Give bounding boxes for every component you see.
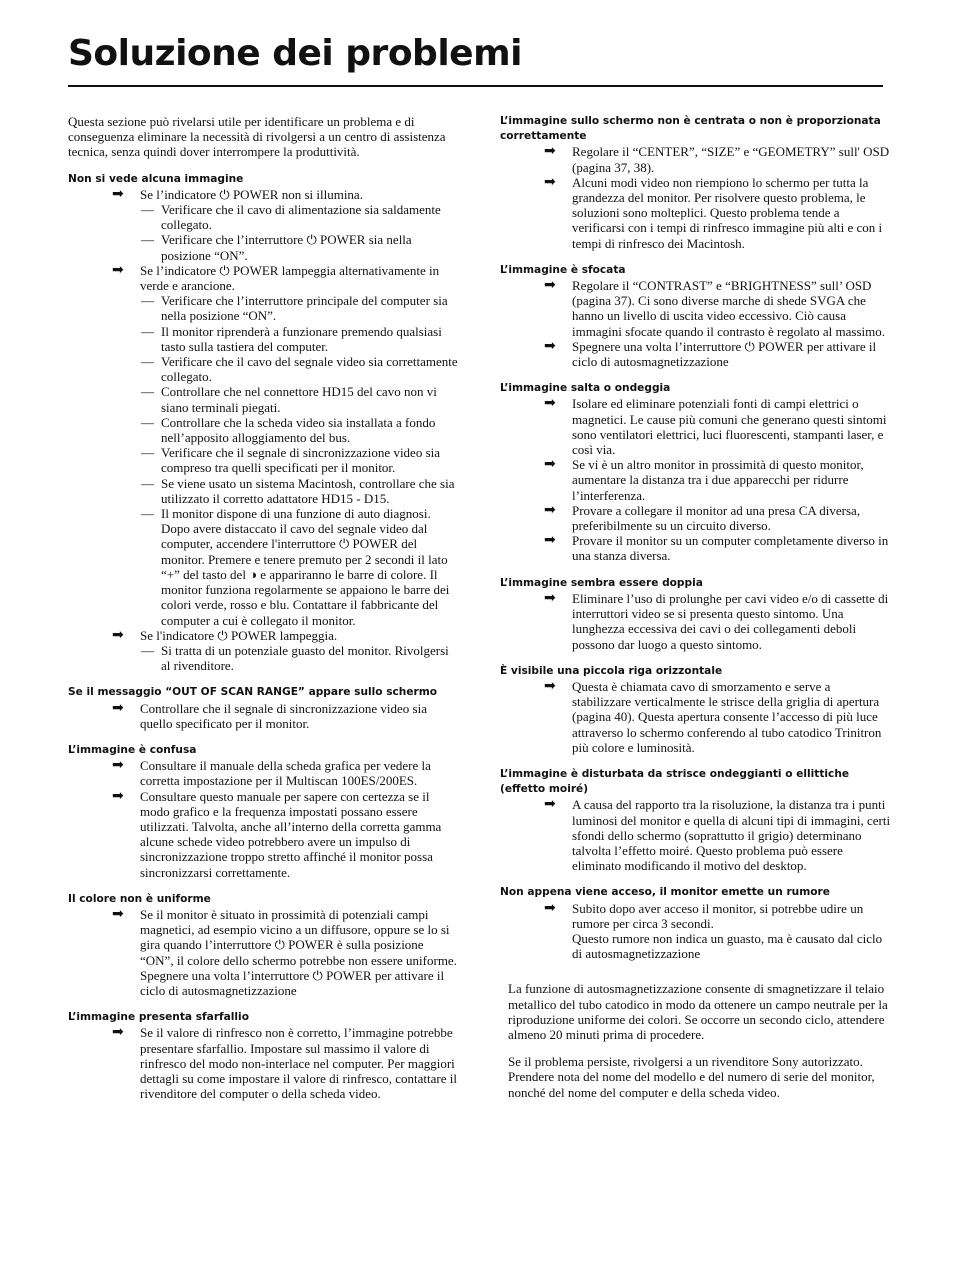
dash-item xyxy=(68,643,458,673)
arrow-icon: ➡ xyxy=(112,626,124,643)
arrow-icon: ➡ xyxy=(544,589,556,606)
dash-mark: — xyxy=(141,232,154,248)
section-noise xyxy=(500,885,892,961)
bullet-item xyxy=(68,758,458,788)
dash-text: Verificare che il segnale di sincronizzazione video sia compreso tra quelli specificati per il monitor. xyxy=(161,445,441,476)
dash-mark: — xyxy=(141,323,154,339)
section-color-not-uniform xyxy=(68,892,458,998)
dash-item xyxy=(68,324,458,354)
section-image-confused xyxy=(68,743,458,880)
section-heading: L’immagine sullo schermo non è centrata o non è proporzionata correttamente xyxy=(500,115,881,143)
dash-text: Il monitor dispone di una funzione di auto diagnosi. Dopo avere distaccato il cavo del segnale video dal computer, accendere l'interruttore ⏻ POWER del monitor. Premere e tenere premuto per 2 secondi il lato “+” del tasto del ◑ e appariranno le barre di colore. Il monitor funziona regolarmente se appaiono le barre dei colori verde, rosso e blu. Contattare il fabbricante del computer a cui è collegato il monitor. xyxy=(161,506,450,628)
bullet-item xyxy=(68,187,458,202)
dash-item xyxy=(68,476,458,506)
bullet-item xyxy=(500,591,892,652)
dash-text: Verificare che il cavo del segnale video sia correttamente collegato. xyxy=(161,354,458,385)
bullet-text: Regolare il “CENTER”, “SIZE” e “GEOMETRY” sull' OSD (pagina 37, 38). xyxy=(572,144,890,175)
bullet-item xyxy=(68,789,458,880)
bullet-continuation xyxy=(500,931,892,961)
degauss-paragraph: La funzione di autosmagnetizzazione consente di smagnetizzare il telaio metallico del tubo catodico in modo da ottenere un campo neutrale per la riproduzione uniforme dei colori. Se occorre un secondo ciclo, attendere almeno 20 minuti prima di procedere. xyxy=(508,981,888,1042)
section-heading: Il colore non è uniforme xyxy=(68,892,211,905)
arrow-icon: ➡ xyxy=(112,261,124,278)
section-moire xyxy=(500,767,892,873)
bullet-text: Provare a collegare il monitor ad una presa CA diversa, preferibilmente su un circuito diverso. xyxy=(572,502,861,534)
section-heading: È visibile una piccola riga orizzontale xyxy=(500,664,723,677)
dash-item xyxy=(68,354,458,384)
bullet-item xyxy=(500,901,892,931)
arrow-icon: ➡ xyxy=(544,337,556,354)
section-heading: L’immagine sembra essere doppia xyxy=(500,576,703,589)
dash-mark: — xyxy=(141,506,154,522)
bullet-text: Isolare ed eliminare potenziali fonti di campi elettrici o magnetici. Le cause più comuni che generano questi sintomi sono ventilatori elettrici, luci fluorescenti, stampanti laser, e così via. xyxy=(572,396,887,458)
dash-item xyxy=(68,202,458,232)
bullet-text: Eliminare l’uso di prolunghe per cavi video e/o di cassette di interruttori video se si presenta questo sintomo. Una lunghezza eccessiva dei cavi o dei collegamenti deboli possono dar luogo a questo sintomo. xyxy=(572,590,889,652)
dash-item xyxy=(68,384,458,414)
left-column xyxy=(68,114,458,1101)
bullet-item xyxy=(500,457,892,503)
dash-mark: — xyxy=(141,445,154,461)
dash-text: Controllare che nel connettore HD15 del cavo non vi siano terminali piegati. xyxy=(161,384,437,415)
arrow-icon: ➡ xyxy=(544,796,556,813)
arrow-icon: ➡ xyxy=(544,395,556,412)
dash-item xyxy=(68,232,458,262)
arrow-icon: ➡ xyxy=(544,677,556,694)
section-heading: Se il messaggio “OUT OF SCAN RANGE” appare sullo schermo xyxy=(68,686,438,699)
bullet-text: Subito dopo aver acceso il monitor, si potrebbe udire un rumore per circa 3 secondi. xyxy=(572,900,864,931)
bullet-text: Provare il monitor su un computer completamente diverso in una stanza diversa. xyxy=(572,533,889,564)
dash-item xyxy=(68,415,458,445)
bullet-item xyxy=(68,263,458,293)
arrow-icon: ➡ xyxy=(112,699,124,716)
section-heading: L’immagine è disturbata da strisce ondeggianti o ellittiche (effetto moiré) xyxy=(500,767,850,796)
dash-mark: — xyxy=(141,202,154,218)
bullet-text: Consultare questo manuale per sapere con certezza se il modo grafico e la frequenza impostati possano essere utilizzati. Talvolta, anche all’interno della corretta gamma alcune schede video potrebbero avere un impulso di sincronizzazione troppo stretto affinché il monitor possa sincronizzarsi correttamente. xyxy=(140,788,442,880)
bullet-item xyxy=(500,533,892,563)
intro-paragraph: Questa sezione può rivelarsi utile per identificare un problema e di conseguenza eliminare la necessità di rivolgersi a un centro di assistenza tecnica, senza quindi dover interrompere la produttività. xyxy=(68,114,446,160)
arrow-icon: ➡ xyxy=(112,787,124,804)
bullet-text: Se il monitor è situato in prossimità di potenziali campi magnetici, ad esempio vicino a un diffusore, oppure se lo si gira quando l’interruttore ⏻ POWER è sulla posizione “ON”, il colore dello schermo potrebbe non essere uniforme. Spegnere una volta l’interruttore ⏻ POWER per attivare il ciclo di autosmagnetizzazione xyxy=(140,906,457,998)
bullet-item xyxy=(500,396,892,457)
dash-text: Verificare che il cavo di alimentazione sia saldamente collegato. xyxy=(161,202,441,233)
bullet-text: Se il valore di rinfresco non è corretto, l’immagine potrebbe presentare sfarfallio. Impostare sul massimo il valore di rinfresco del modo non-interlace nel computer. Per maggiori dettagli su come impostare il valore di rinfresco, contattare il rivenditore del computer o della scheda video. xyxy=(140,1025,457,1102)
section-horizontal-line xyxy=(500,664,892,755)
bullet-item xyxy=(68,701,458,731)
dash-mark: — xyxy=(141,293,154,309)
title-rule xyxy=(68,85,883,87)
bullet-text: Alcuni modi video non riempiono lo schermo per tutta la grandezza del monitor. Per risolvere questo problema, le soluzioni sono molteplici. Questo problema tende a verificarsi con i tempi di rinfresco immagine più alti e con i tempi di rinfresco dei Macintosh. xyxy=(572,174,883,251)
bullet-text: Spegnere una volta l’interruttore ⏻ POWER per attivare il ciclo di autosmagnetizzazione xyxy=(572,338,877,370)
bullet-item xyxy=(500,278,892,339)
dash-text: Si tratta di un potenziale guasto del monitor. Rivolgersi al rivenditore. xyxy=(161,642,449,674)
arrow-icon: ➡ xyxy=(544,501,556,518)
bullet-text: A causa del rapporto tra la risoluzione, la distanza tra i punti luminosi del monitor e quella di alcuni tipi di immagini, certi sfondi dello schermo (soprattutto il grigio) determinano talvolta l’effetto moiré. Questo problema può essere eliminato modificando il motivo del desktop. xyxy=(572,797,891,874)
bullet-text: Se l'indicatore ⏻ POWER lampeggia. xyxy=(140,627,338,643)
dash-mark: — xyxy=(141,475,154,491)
bullet-item xyxy=(68,907,458,998)
bullet-item xyxy=(500,339,892,369)
dash-text: Il monitor riprenderà a funzionare premendo qualsiasi tasto sulla tastiera del computer. xyxy=(161,323,442,354)
arrow-icon: ➡ xyxy=(544,143,556,160)
dash-text: Controllare che la scheda video sia installata a fondo nell’apposito alloggiamento del bus. xyxy=(161,414,436,446)
dash-mark: — xyxy=(141,414,154,430)
bullet-item xyxy=(68,1025,458,1101)
section-no-image xyxy=(68,172,458,674)
bullet-item xyxy=(500,175,892,251)
section-heading: L’immagine è sfocata xyxy=(500,263,626,276)
bullet-item xyxy=(500,503,892,533)
section-heading: L’immagine presenta sfarfallio xyxy=(68,1011,249,1024)
bullet-item xyxy=(500,144,892,174)
arrow-icon: ➡ xyxy=(544,277,556,294)
bullet-text: Se vi è un altro monitor in prossimità di questo monitor, aumentare la distanza tra i due apparecchi per ridurre l’interferenza. xyxy=(572,457,864,503)
bullet-text: Controllare che il segnale di sincronizzazione video sia quello specificato per il monitor. xyxy=(140,700,427,731)
contact-paragraph: Se il problema persiste, rivolgersi a un rivenditore Sony autorizzato. xyxy=(508,1054,863,1070)
bullet-text: Regolare il “CONTRAST” e “BRIGHTNESS” sull’ OSD (pagina 37). Ci sono diverse marche di shede SVGA che hanno un livello di uscita video eccessivo. Ciò causa immagini sfocate quando il contrasto è regolato al massimo. xyxy=(572,278,886,339)
dash-text: Verificare che l’interruttore ⏻ POWER sia nella posizione “ON”. xyxy=(161,232,412,263)
dash-text: Se viene usato un sistema Macintosh, controllare che sia utilizzato il corretto adattatore HD15 - D15. xyxy=(161,475,455,506)
bullet-text: Consultare il manuale della scheda grafica per vedere la corretta impostazione per il Multiscan 100ES/200ES. xyxy=(140,758,431,789)
dash-item xyxy=(68,445,458,475)
section-double-image xyxy=(500,576,892,652)
bullet-text: Se l’indicatore ⏻ POWER lampeggia alternativamente in verde e arancione. xyxy=(140,262,440,294)
bullet-item xyxy=(68,628,458,643)
section-heading: L’immagine è confusa xyxy=(68,743,197,756)
arrow-icon: ➡ xyxy=(112,1024,124,1041)
bullet-item xyxy=(500,679,892,755)
bullet-text: Questa è chiamata cavo di smorzamento e serve a stabilizzare verticalmente le strisce della griglia di apertura (pagina 40). Questa apertura consente l’accesso di più luce attraverso lo schermo conferendo al tubo catodico Trinitron più colore e luminosità. xyxy=(572,678,882,755)
dash-mark: — xyxy=(141,384,154,400)
section-heading: L’immagine salta o ondeggia xyxy=(500,382,671,395)
section-not-centered xyxy=(500,114,892,251)
dash-item xyxy=(68,293,458,323)
section-flicker xyxy=(68,1010,458,1101)
dash-mark: — xyxy=(141,354,154,370)
arrow-icon: ➡ xyxy=(112,905,124,922)
section-heading: Non appena viene acceso, il monitor emette un rumore xyxy=(500,886,830,899)
note-paragraph: Prendere nota del nome del modello e del numero di serie del monitor, nonché del nome del computer e della scheda video. xyxy=(508,1069,875,1100)
section-out-of-scan-range xyxy=(68,685,458,731)
bullet-text: Questo rumore non indica un guasto, ma è causato dal ciclo di autosmagnetizzazione xyxy=(572,930,883,962)
arrow-icon: ➡ xyxy=(544,173,556,190)
bullet-text: Se l’indicatore ⏻ POWER non si illumina. xyxy=(140,186,363,202)
right-column xyxy=(500,114,892,1100)
page-title: Soluzione dei problemi xyxy=(68,33,522,74)
section-jumps xyxy=(500,381,892,563)
dash-mark: — xyxy=(141,642,154,658)
arrow-icon: ➡ xyxy=(544,532,556,549)
section-heading: Non si vede alcuna immagine xyxy=(68,172,244,185)
section-blurry xyxy=(500,263,892,369)
arrow-icon: ➡ xyxy=(544,456,556,473)
bullet-item xyxy=(500,797,892,873)
dash-text: Verificare che l’interruttore principale del computer sia nella posizione “ON”. xyxy=(161,293,448,324)
dash-item xyxy=(68,506,458,628)
arrow-icon: ➡ xyxy=(544,899,556,916)
arrow-icon: ➡ xyxy=(112,757,124,774)
arrow-icon: ➡ xyxy=(112,185,124,202)
